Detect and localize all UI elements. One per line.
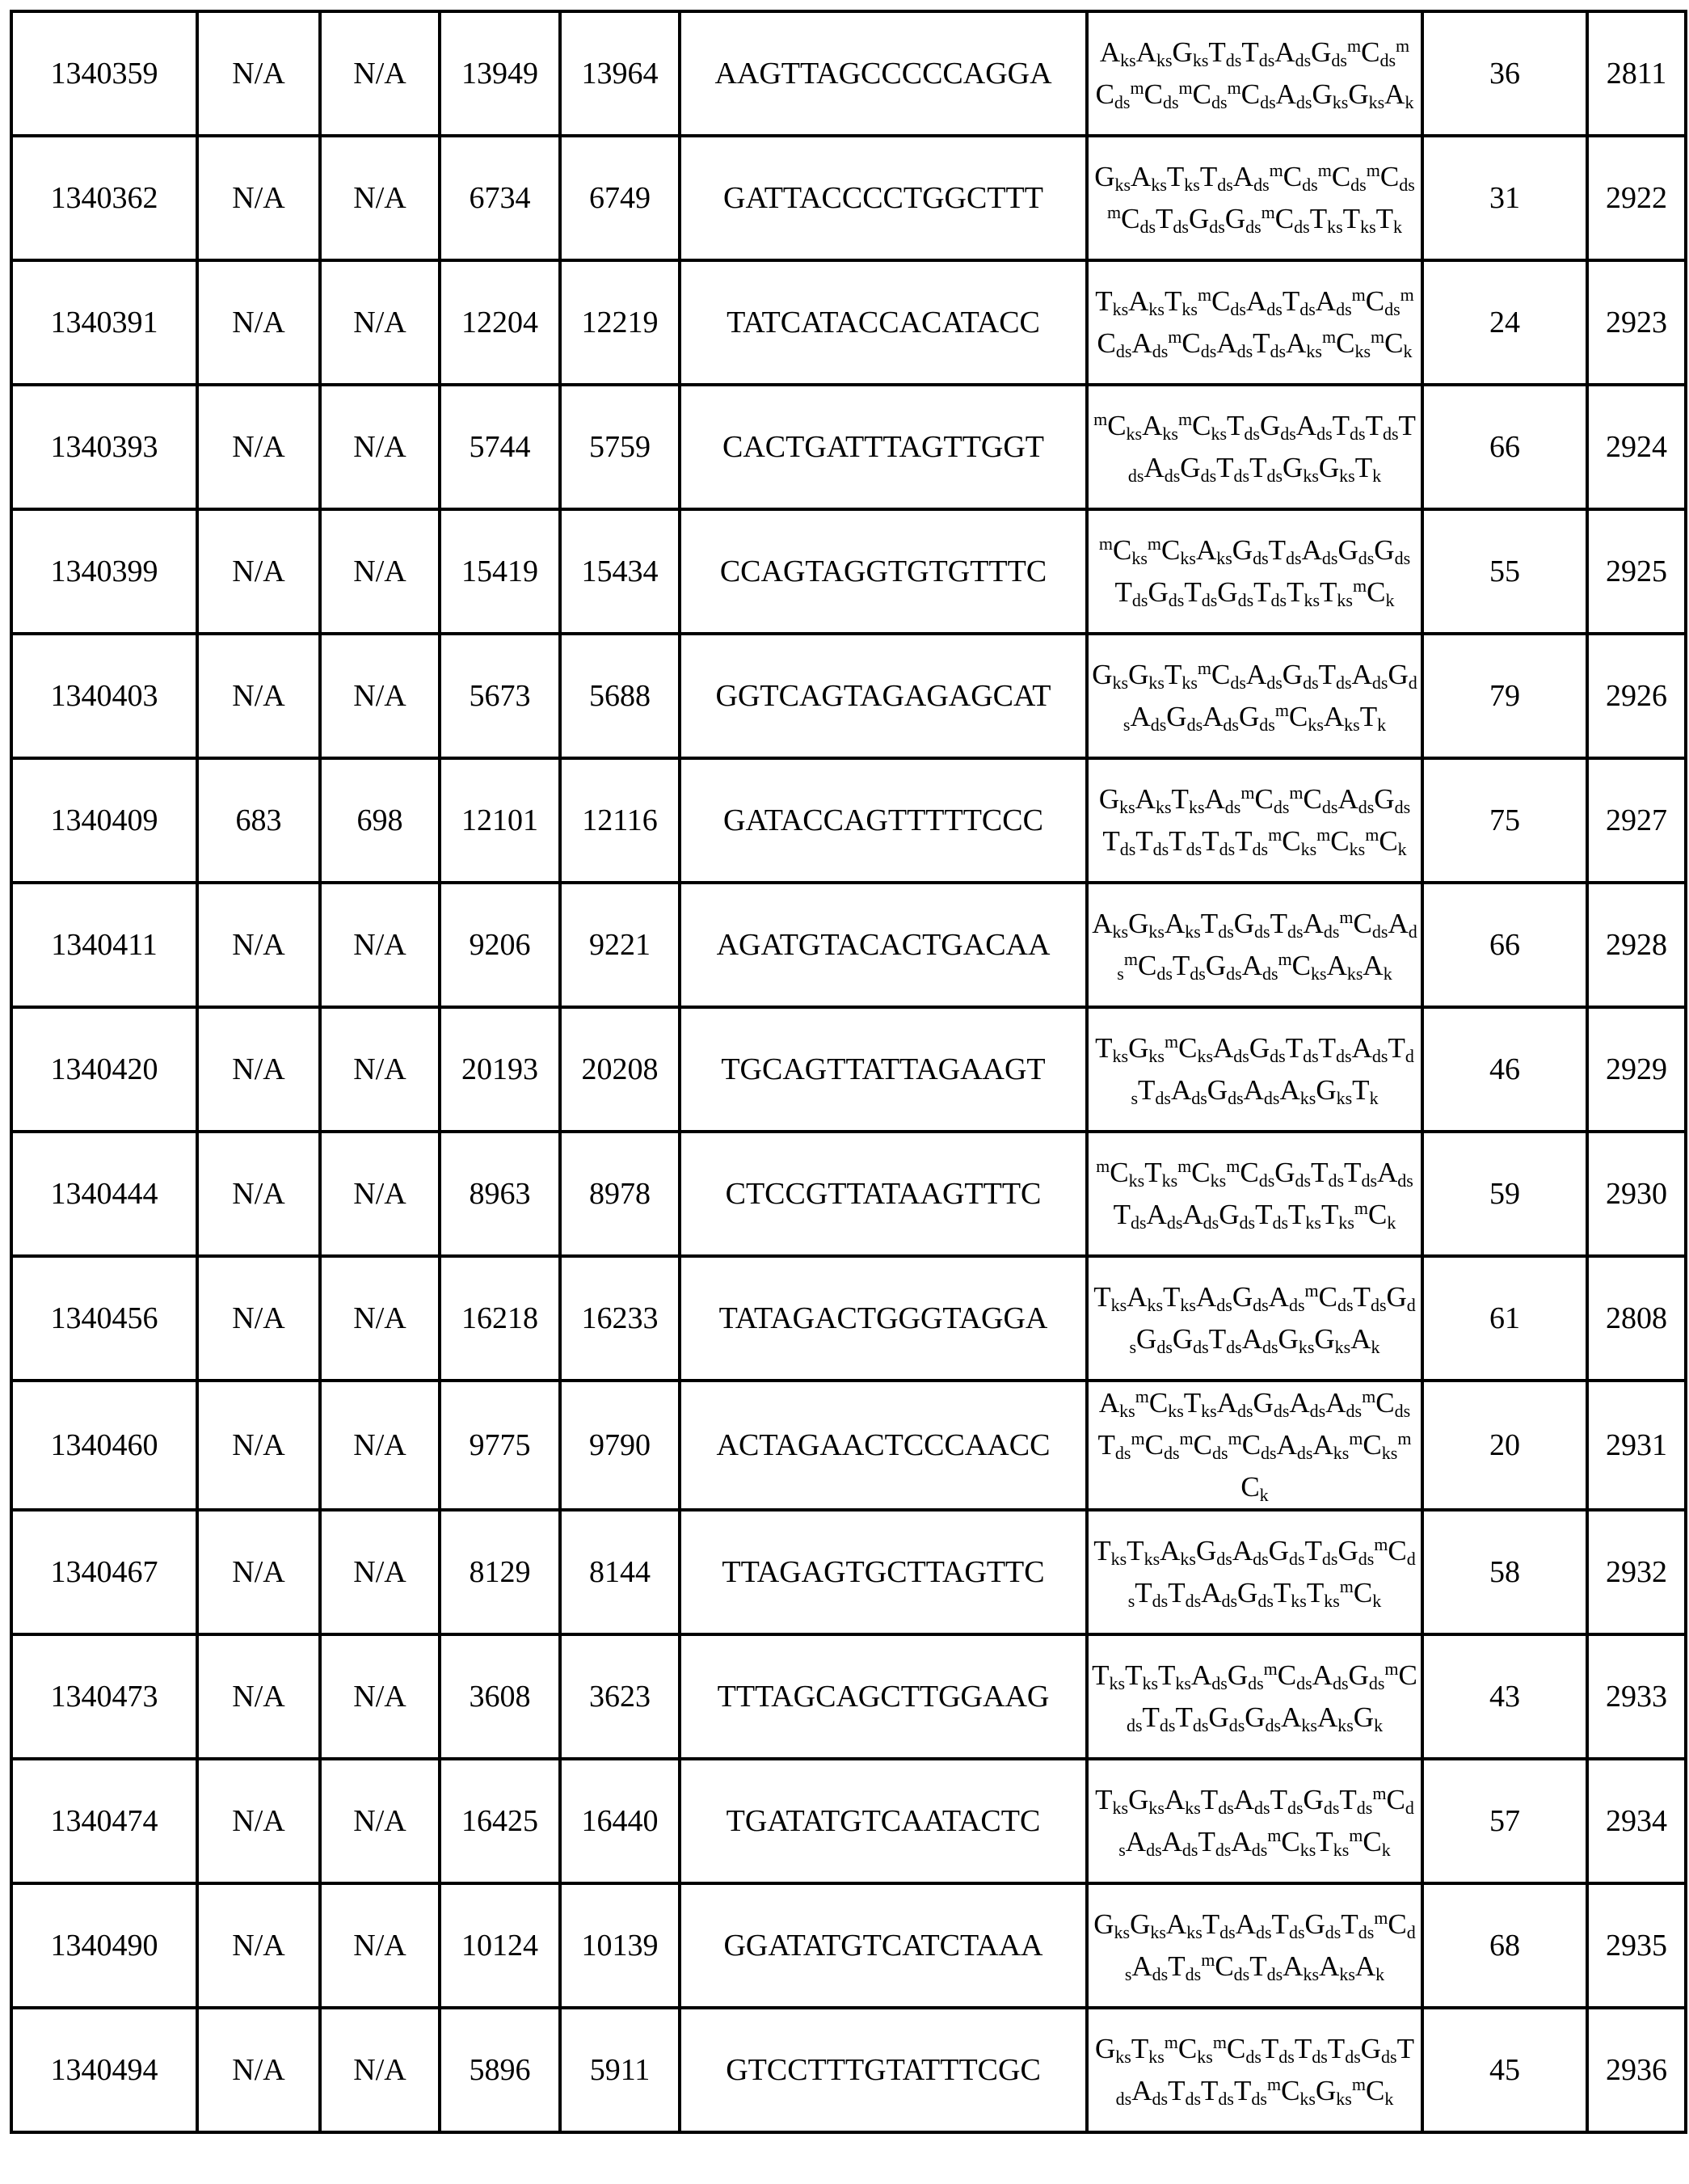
- seq-id-cell: 2933: [1587, 1634, 1686, 1759]
- start-site-2-cell: 9206: [440, 883, 560, 1007]
- value-cell: 43: [1422, 1634, 1587, 1759]
- start-site-1-cell: N/A: [197, 1381, 320, 1510]
- start-site-2-cell: 16218: [440, 1256, 560, 1381]
- stop-site-2-cell: 8144: [560, 1510, 680, 1634]
- seq-id-cell: 2931: [1587, 1381, 1686, 1510]
- sequence-cell: CACTGATTTAGTTGGT: [680, 385, 1087, 509]
- sequence-cell: AGATGTACACTGACAA: [680, 883, 1087, 1007]
- value-cell: 59: [1422, 1132, 1587, 1256]
- stop-site-1-cell: N/A: [320, 1007, 440, 1132]
- chemistry-cell: AksmCksTksAdsGdsAdsAdsmCdsTdsmCdsmCdsmCdsAdsAksmCksmCk: [1087, 1381, 1422, 1510]
- start-site-2-cell: 5896: [440, 2008, 560, 2132]
- value-cell: 68: [1422, 1883, 1587, 2008]
- table-row: [11, 260, 1686, 385]
- chemistry-cell: GksGksAksTdsAdsTdsGdsTdsmCdsAdsTdsmCdsTdsAksAksAk: [1087, 1883, 1422, 2008]
- start-site-2-cell: 8129: [440, 1510, 560, 1634]
- sequence-cell: ACTAGAACTCCCAACC: [680, 1381, 1087, 1510]
- value-cell: 61: [1422, 1256, 1587, 1381]
- seq-id-cell: 2935: [1587, 1883, 1686, 2008]
- compound-id-cell: 1340456: [11, 1256, 197, 1381]
- seq-id-cell: 2924: [1587, 385, 1686, 509]
- chemistry-cell: mCksAksmCksTdsGdsAdsTdsTdsTdsAdsGdsTdsTdsGksGksTk: [1087, 385, 1422, 509]
- start-site-1-cell: N/A: [197, 260, 320, 385]
- value-cell: 31: [1422, 136, 1587, 260]
- start-site-1-cell: N/A: [197, 1883, 320, 2008]
- stop-site-2-cell: 15434: [560, 509, 680, 634]
- start-site-1-cell: N/A: [197, 136, 320, 260]
- compound-id-cell: 1340409: [11, 758, 197, 883]
- stop-site-2-cell: 6749: [560, 136, 680, 260]
- compound-id-cell: 1340411: [11, 883, 197, 1007]
- table-row: [11, 136, 1686, 260]
- start-site-1-cell: N/A: [197, 883, 320, 1007]
- table-row: [11, 1634, 1686, 1759]
- chemistry-cell: TksAksTksmCdsAdsTdsAdsmCdsmCdsAdsmCdsAdsTdsAksmCksmCk: [1087, 260, 1422, 385]
- sequence-cell: GGATATGTCATCTAAA: [680, 1883, 1087, 2008]
- compound-id-cell: 1340362: [11, 136, 197, 260]
- stop-site-2-cell: 5759: [560, 385, 680, 509]
- stop-site-2-cell: 8978: [560, 1132, 680, 1256]
- table-row: [11, 1132, 1686, 1256]
- chemistry-cell: TksAksTksAdsGdsAdsmCdsTdsGdsGdsGdsTdsAdsGksGksAk: [1087, 1256, 1422, 1381]
- chemistry-cell: mCksTksmCksmCdsGdsTdsTdsAdsTdsAdsAdsGdsTdsTksTksmCk: [1087, 1132, 1422, 1256]
- start-site-2-cell: 13949: [440, 11, 560, 136]
- sequence-cell: TTAGAGTGCTTAGTTC: [680, 1510, 1087, 1634]
- table-row: [11, 758, 1686, 883]
- chemistry-cell: AksGksAksTdsGdsTdsAdsmCdsAdsmCdsTdsGdsAdsmCksAksAk: [1087, 883, 1422, 1007]
- stop-site-2-cell: 5688: [560, 634, 680, 758]
- compound-id-cell: 1340399: [11, 509, 197, 634]
- table-row: [11, 883, 1686, 1007]
- start-site-1-cell: N/A: [197, 634, 320, 758]
- stop-site-1-cell: N/A: [320, 1634, 440, 1759]
- compound-id-cell: 1340393: [11, 385, 197, 509]
- compound-id-cell: 1340474: [11, 1759, 197, 1883]
- sequence-cell: CCAGTAGGTGTGTTTC: [680, 509, 1087, 634]
- chemistry-cell: AksAksGksTdsTdsAdsGdsmCdsmCdsmCdsmCdsmCdsAdsGksGksAk: [1087, 11, 1422, 136]
- sequence-cell: TATCATACCACATACC: [680, 260, 1087, 385]
- start-site-2-cell: 12204: [440, 260, 560, 385]
- value-cell: 36: [1422, 11, 1587, 136]
- stop-site-2-cell: 16440: [560, 1759, 680, 1883]
- seq-id-cell: 2927: [1587, 758, 1686, 883]
- sequence-cell: GGTCAGTAGAGAGCAT: [680, 634, 1087, 758]
- chemistry-cell: mCksmCksAksGdsTdsAdsGdsGdsTdsGdsTdsGdsTdsTksTksmCk: [1087, 509, 1422, 634]
- value-cell: 57: [1422, 1759, 1587, 1883]
- seq-id-cell: 2923: [1587, 260, 1686, 385]
- stop-site-1-cell: N/A: [320, 883, 440, 1007]
- value-cell: 66: [1422, 883, 1587, 1007]
- start-site-2-cell: 15419: [440, 509, 560, 634]
- compound-id-cell: 1340403: [11, 634, 197, 758]
- table-row: [11, 509, 1686, 634]
- start-site-1-cell: N/A: [197, 1510, 320, 1634]
- stop-site-2-cell: 5911: [560, 2008, 680, 2132]
- sequence-cell: TGCAGTTATTAGAAGT: [680, 1007, 1087, 1132]
- start-site-1-cell: N/A: [197, 11, 320, 136]
- sequence-cell: AAGTTAGCCCCCAGGA: [680, 11, 1087, 136]
- value-cell: 79: [1422, 634, 1587, 758]
- chemistry-cell: TksTksTksAdsGdsmCdsAdsGdsmCdsTdsTdsGdsGdsAksAksGk: [1087, 1634, 1422, 1759]
- stop-site-1-cell: N/A: [320, 136, 440, 260]
- compound-id-cell: 1340444: [11, 1132, 197, 1256]
- seq-id-cell: 2926: [1587, 634, 1686, 758]
- chemistry-cell: GksGksTksmCdsAdsGdsTdsAdsGdsAdsGdsAdsGdsmCksAksTk: [1087, 634, 1422, 758]
- compound-id-cell: 1340467: [11, 1510, 197, 1634]
- chemistry-cell: TksGksmCksAdsGdsTdsTdsAdsTdsTdsAdsGdsAdsAksGksTk: [1087, 1007, 1422, 1132]
- value-cell: 46: [1422, 1007, 1587, 1132]
- chemistry-cell: GksTksmCksmCdsTdsTdsTdsGdsTdsAdsTdsTdsTdsmCksGksmCk: [1087, 2008, 1422, 2132]
- compound-id-cell: 1340391: [11, 260, 197, 385]
- stop-site-1-cell: N/A: [320, 1381, 440, 1510]
- table-row: [11, 2008, 1686, 2132]
- stop-site-2-cell: 10139: [560, 1883, 680, 2008]
- start-site-2-cell: 8963: [440, 1132, 560, 1256]
- stop-site-1-cell: N/A: [320, 11, 440, 136]
- start-site-2-cell: 3608: [440, 1634, 560, 1759]
- chemistry-cell: TksTksAksGdsAdsGdsTdsGdsmCdsTdsTdsAdsGdsTksTksmCk: [1087, 1510, 1422, 1634]
- sequence-cell: GATACCAGTTTTTCCC: [680, 758, 1087, 883]
- value-cell: 24: [1422, 260, 1587, 385]
- start-site-2-cell: 5744: [440, 385, 560, 509]
- value-cell: 45: [1422, 2008, 1587, 2132]
- stop-site-1-cell: N/A: [320, 2008, 440, 2132]
- start-site-2-cell: 12101: [440, 758, 560, 883]
- stop-site-1-cell: 698: [320, 758, 440, 883]
- table-row: [11, 1007, 1686, 1132]
- compound-id-cell: 1340473: [11, 1634, 197, 1759]
- stop-site-2-cell: 3623: [560, 1634, 680, 1759]
- stop-site-1-cell: N/A: [320, 385, 440, 509]
- seq-id-cell: 2934: [1587, 1759, 1686, 1883]
- stop-site-2-cell: 9790: [560, 1381, 680, 1510]
- start-site-1-cell: N/A: [197, 2008, 320, 2132]
- sequence-cell: GTCCTTTGTATTTCGC: [680, 2008, 1087, 2132]
- sequence-cell: TGATATGTCAATACTC: [680, 1759, 1087, 1883]
- table-body: [11, 11, 1686, 2132]
- chemistry-cell: GksAksTksTdsAdsmCdsmCdsmCdsmCdsTdsGdsGdsmCdsTksTksTk: [1087, 136, 1422, 260]
- sequence-cell: TTTAGCAGCTTGGAAG: [680, 1634, 1087, 1759]
- stop-site-1-cell: N/A: [320, 634, 440, 758]
- table-row: [11, 634, 1686, 758]
- start-site-2-cell: 16425: [440, 1759, 560, 1883]
- value-cell: 55: [1422, 509, 1587, 634]
- start-site-1-cell: 683: [197, 758, 320, 883]
- compound-id-cell: 1340494: [11, 2008, 197, 2132]
- sequence-cell: GATTACCCCTGGCTTT: [680, 136, 1087, 260]
- value-cell: 66: [1422, 385, 1587, 509]
- sequence-cell: TATAGACTGGGTAGGA: [680, 1256, 1087, 1381]
- stop-site-1-cell: N/A: [320, 1256, 440, 1381]
- seq-id-cell: 2928: [1587, 883, 1686, 1007]
- stop-site-1-cell: N/A: [320, 1759, 440, 1883]
- seq-id-cell: 2936: [1587, 2008, 1686, 2132]
- stop-site-1-cell: N/A: [320, 260, 440, 385]
- start-site-1-cell: N/A: [197, 1634, 320, 1759]
- stop-site-1-cell: N/A: [320, 509, 440, 634]
- seq-id-cell: 2932: [1587, 1510, 1686, 1634]
- chemistry-cell: TksGksAksTdsAdsTdsGdsTdsmCdsAdsAdsTdsAdsmCksTksmCk: [1087, 1759, 1422, 1883]
- value-cell: 20: [1422, 1381, 1587, 1510]
- table-row: [11, 1510, 1686, 1634]
- stop-site-2-cell: 9221: [560, 883, 680, 1007]
- seq-id-cell: 2811: [1587, 11, 1686, 136]
- start-site-1-cell: N/A: [197, 1256, 320, 1381]
- seq-id-cell: 2930: [1587, 1132, 1686, 1256]
- seq-id-cell: 2808: [1587, 1256, 1686, 1381]
- compound-id-cell: 1340460: [11, 1381, 197, 1510]
- table-row: [11, 1883, 1686, 2008]
- start-site-2-cell: 9775: [440, 1381, 560, 1510]
- stop-site-2-cell: 13964: [560, 11, 680, 136]
- stop-site-1-cell: N/A: [320, 1132, 440, 1256]
- stop-site-2-cell: 16233: [560, 1256, 680, 1381]
- start-site-1-cell: N/A: [197, 1759, 320, 1883]
- value-cell: 75: [1422, 758, 1587, 883]
- sequence-cell: CTCCGTTATAAGTTTC: [680, 1132, 1087, 1256]
- start-site-1-cell: N/A: [197, 1007, 320, 1132]
- stop-site-1-cell: N/A: [320, 1510, 440, 1634]
- table-row: [11, 1256, 1686, 1381]
- table-row: [11, 1381, 1686, 1510]
- seq-id-cell: 2925: [1587, 509, 1686, 634]
- seq-id-cell: 2929: [1587, 1007, 1686, 1132]
- compound-id-cell: 1340420: [11, 1007, 197, 1132]
- table-row: [11, 1759, 1686, 1883]
- chemistry-cell: GksAksTksAdsmCdsmCdsAdsGdsTdsTdsTdsTdsTdsmCksmCksmCk: [1087, 758, 1422, 883]
- stop-site-2-cell: 20208: [560, 1007, 680, 1132]
- table-row: [11, 385, 1686, 509]
- seq-id-cell: 2922: [1587, 136, 1686, 260]
- start-site-2-cell: 6734: [440, 136, 560, 260]
- start-site-1-cell: N/A: [197, 509, 320, 634]
- stop-site-2-cell: 12116: [560, 758, 680, 883]
- stop-site-1-cell: N/A: [320, 1883, 440, 2008]
- start-site-1-cell: N/A: [197, 385, 320, 509]
- table-row: [11, 11, 1686, 136]
- value-cell: 58: [1422, 1510, 1587, 1634]
- start-site-1-cell: N/A: [197, 1132, 320, 1256]
- start-site-2-cell: 20193: [440, 1007, 560, 1132]
- start-site-2-cell: 5673: [440, 634, 560, 758]
- compound-id-cell: 1340490: [11, 1883, 197, 2008]
- start-site-2-cell: 10124: [440, 1883, 560, 2008]
- stop-site-2-cell: 12219: [560, 260, 680, 385]
- compound-id-cell: 1340359: [11, 11, 197, 136]
- oligonucleotide-table: [10, 10, 1687, 2134]
